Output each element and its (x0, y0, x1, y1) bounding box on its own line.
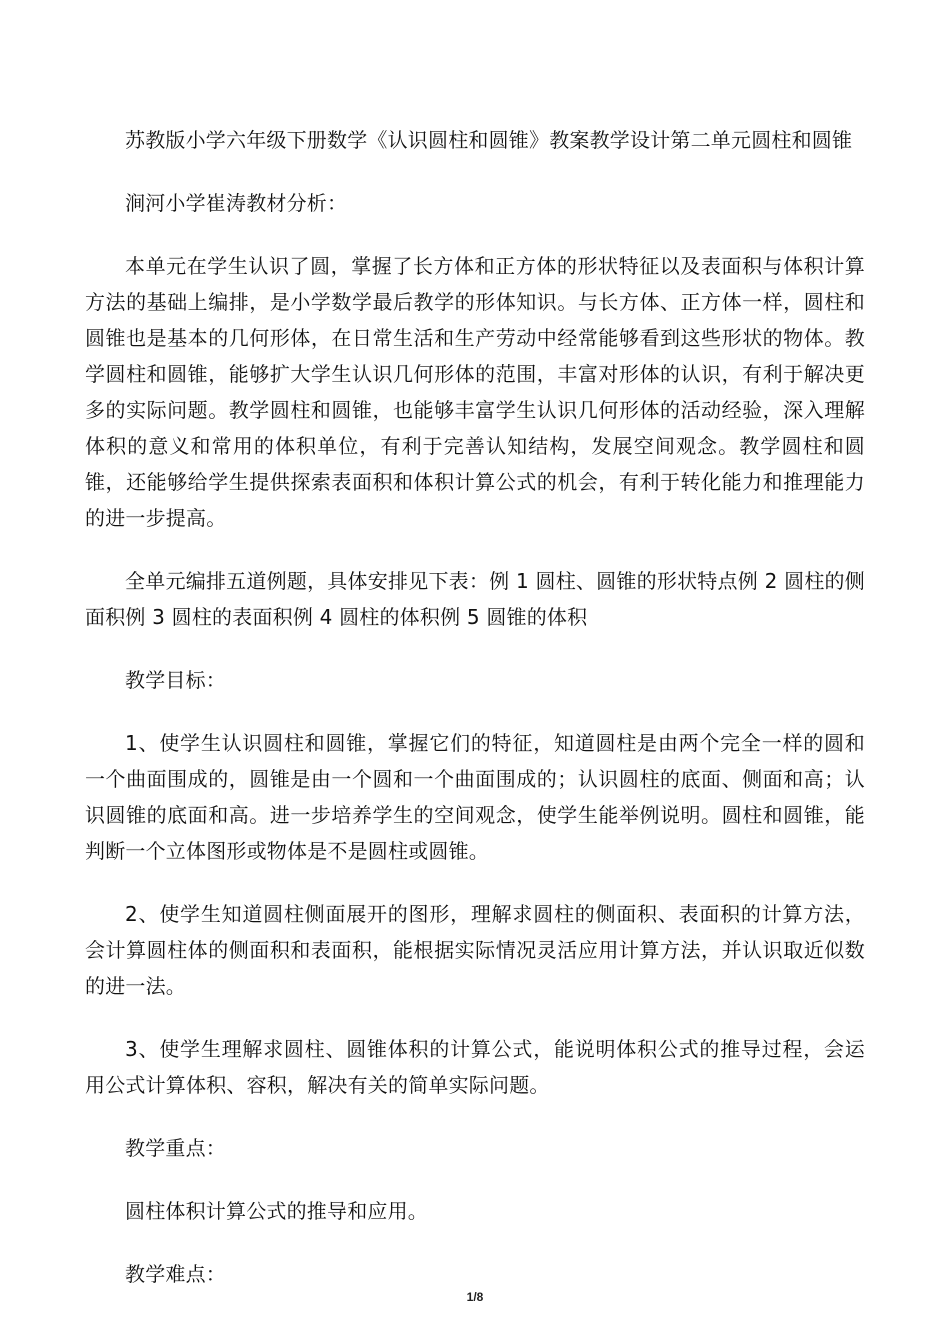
heading-key-points: 教学重点： (125, 1136, 226, 1160)
paragraph-textbook-analysis: 本单元在学生认识了圆，掌握了长方体和正方体的形状特征以及表面积与体积计算方法的基础上编排，是小学数学最后教学的形体知识。与长方体、正方体一样，圆柱和圆锥也是基本的几何形体，在日常生活和生产劳动中经常能够看到这些形状的物体。教学圆柱和圆锥，能够扩大学生认识几何形体的范围，丰富对形体的认识，有利于解决更多的实际问题。教学圆柱和圆锥，也能够丰富学生认识几何形体的活动经验，深入理解体积的意义和常用的体积单位，有利于完善认知结构，发展空间观念。教学圆柱和圆锥，还能够给学生提供探索表面积和体积计算公式的机会，有利于转化能力和推理能力的进一步提高。 (85, 254, 865, 530)
goal-item-2: 2、使学生知道圆柱侧面展开的图形，理解求圆柱的侧面积、表面积的计算方法，会计算圆柱体的侧面积和表面积，能根据实际情况灵活应用计算方法，并认识取近似数的进一法。 (85, 902, 865, 998)
goal-item-1: 1、使学生认识圆柱和圆锥，掌握它们的特征，知道圆柱是由两个完全一样的圆和一个曲面围成的，圆锥是由一个圆和一个曲面围成的；认识圆柱的底面、侧面和高；认识圆锥的底面和高。进一步培养学生的空间观念，使学生能举例说明。圆柱和圆锥，能判断一个立体图形或物体是不是圆柱或圆锥。 (85, 731, 865, 863)
author-line: 涧河小学崔涛教材分析： (125, 191, 348, 215)
heading-difficulties: 教学难点： (125, 1262, 226, 1286)
page-number: 1/8 (466, 1290, 484, 1304)
document-body (85, 122, 865, 1319)
heading-teaching-goals: 教学目标： (125, 668, 226, 692)
key-point-text: 圆柱体积计算公式的推导和应用。 (125, 1199, 428, 1223)
paragraph-examples-arrangement: 全单元编排五道例题，具体安排见下表：例 1 圆柱、圆锥的形状特点例 2 圆柱的侧面积例 3 圆柱的表面积例 4 圆柱的体积例 5 圆锥的体积 (85, 569, 865, 629)
document-title: 苏教版小学六年级下册数学《认识圆柱和圆锥》教案教学设计第二单元圆柱和圆锥 (125, 128, 853, 152)
goal-item-3: 3、使学生理解求圆柱、圆锥体积的计算公式，能说明体积公式的推导过程，会运用公式计算体积、容积，解决有关的简单实际问题。 (85, 1037, 865, 1097)
